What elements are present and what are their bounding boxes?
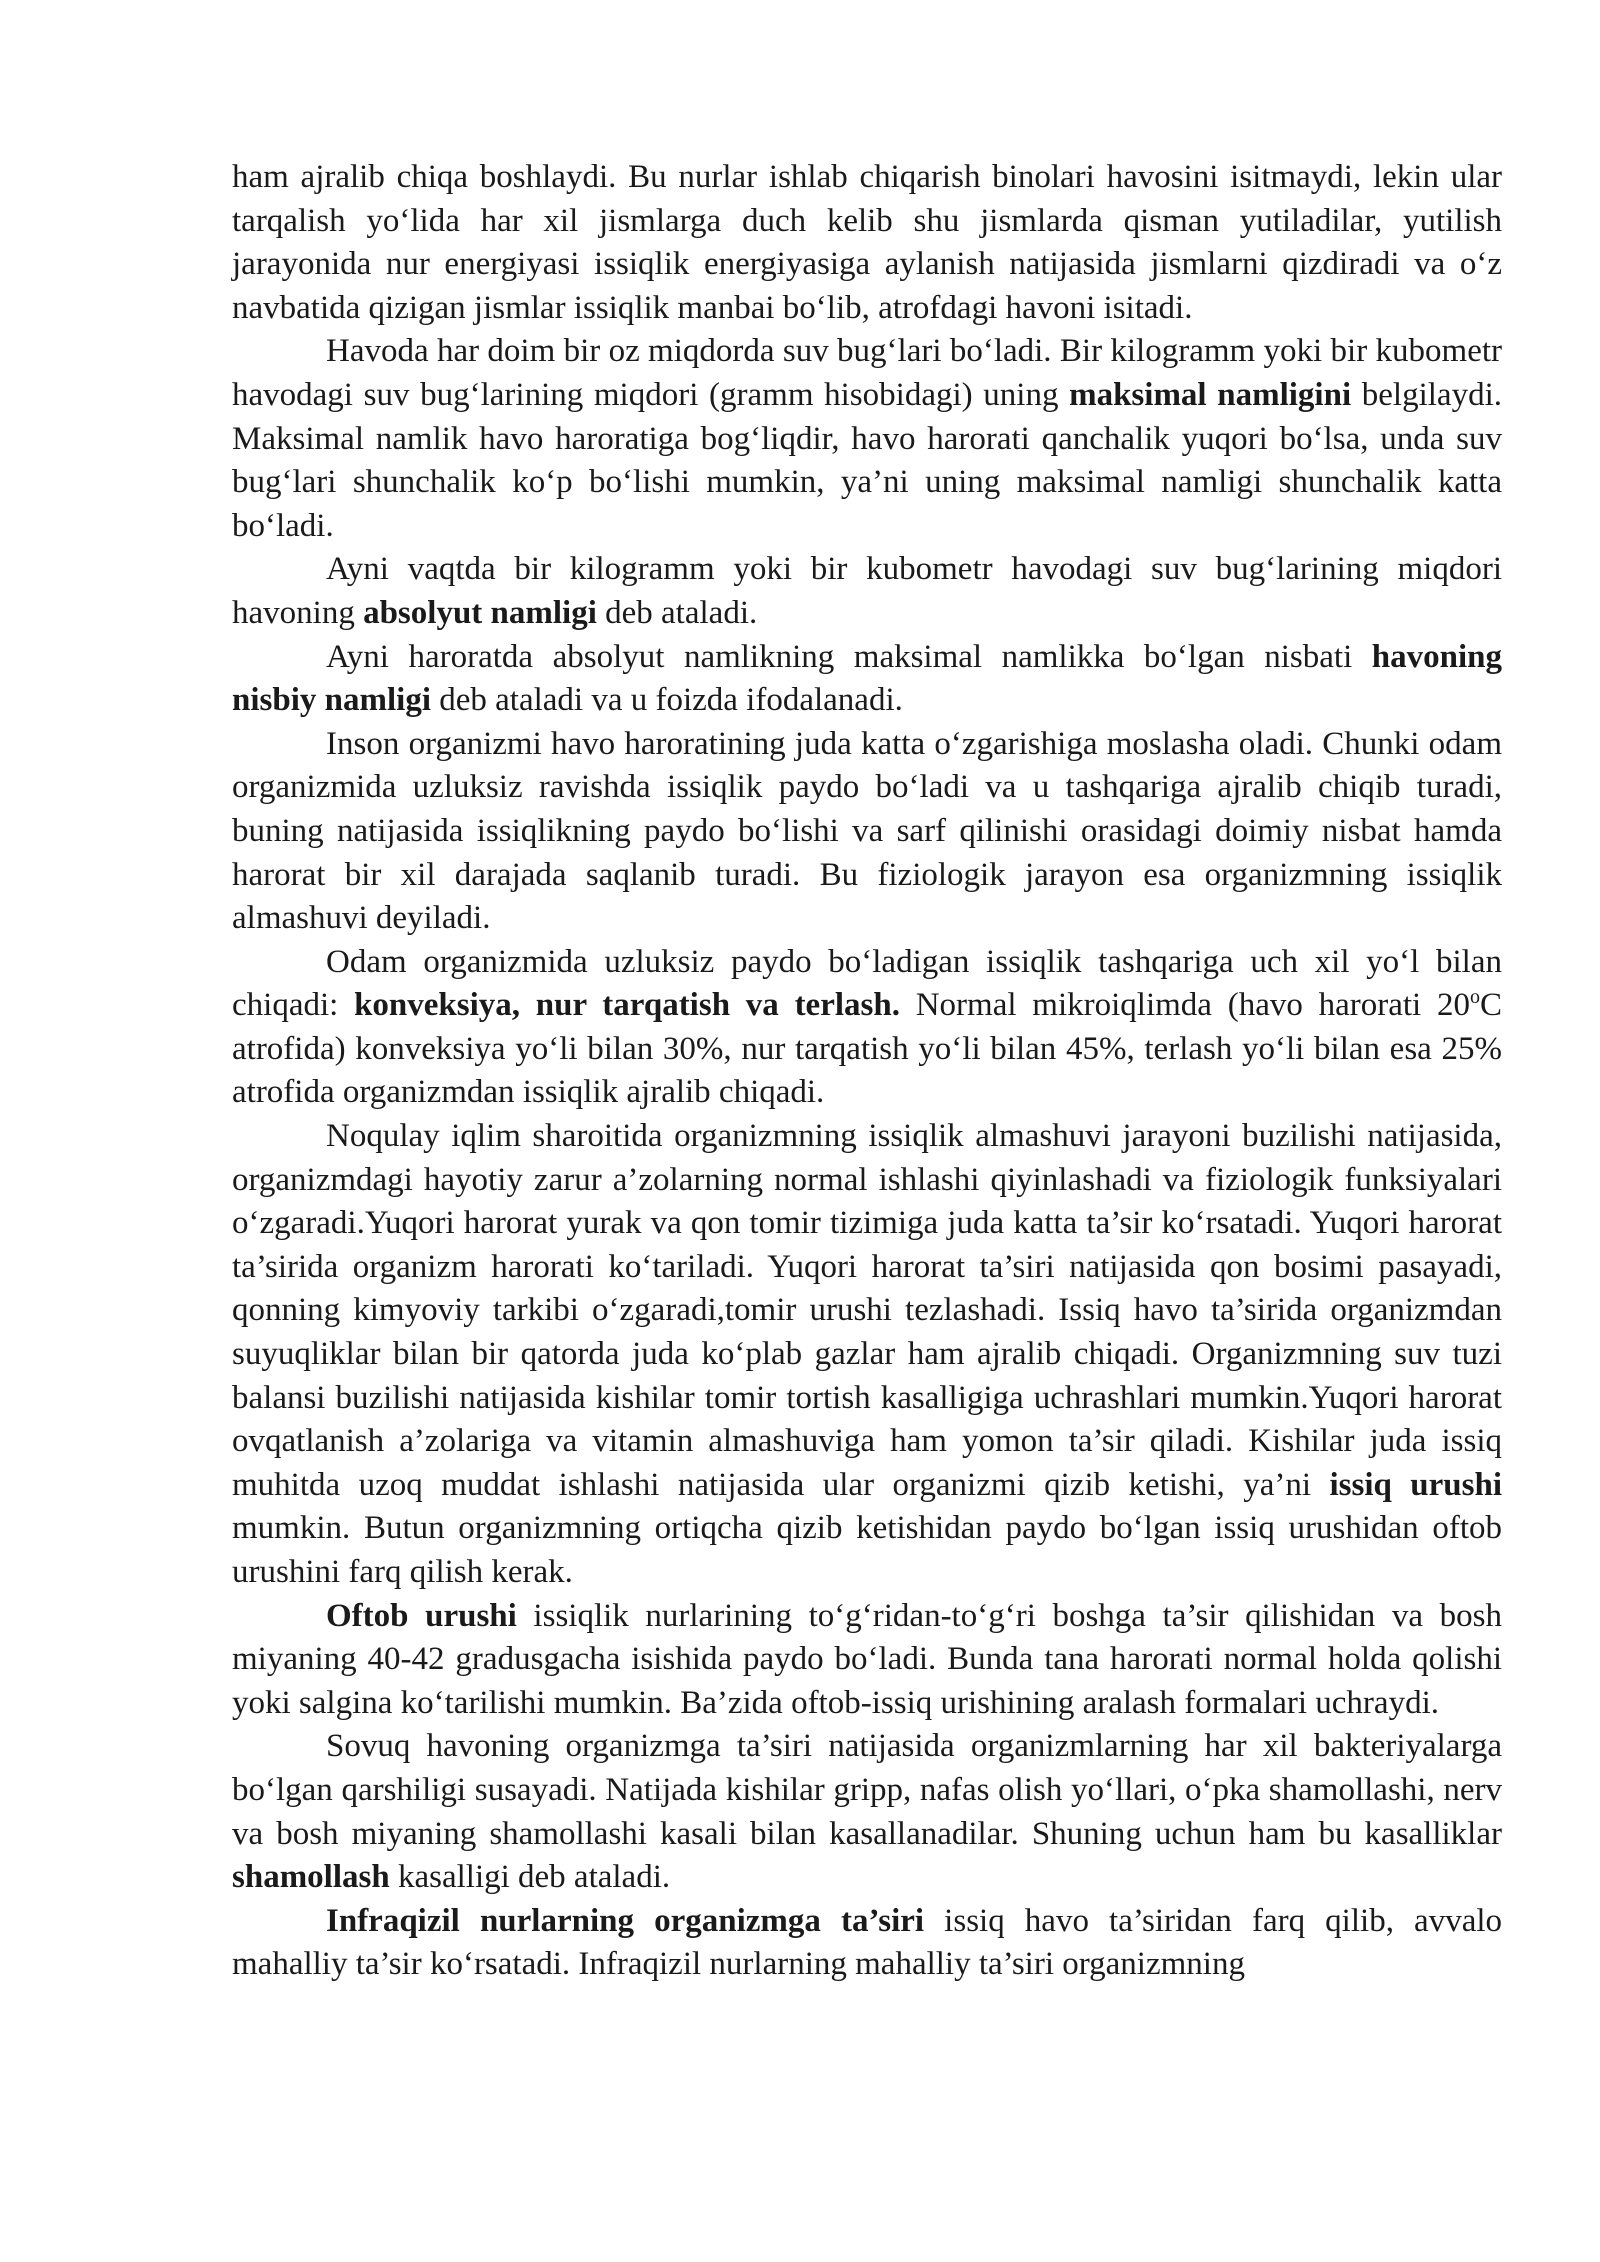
paragraph-9: Sovuq havoning organizmga ta’siri natijasida organizmlarning har xil bakteriyalarga bo‘lgan qarshiligi susayadi. Natijada kishilar gripp, nafas olish yo‘llari, o‘pka shamollashi, nerv va bosh miyaning shamollashi kasali bilan kasallanadilar. Shuning uchun ham bu kasalliklar shamollash kasalligi deb ataladi.	[232, 1728, 1502, 1896]
document-body	[232, 156, 1502, 1987]
paragraph-1: ham ajralib chiqa boshlaydi. Bu nurlar ishlab chiqarish binolari havosini isitmaydi, lekin ular tarqalish yo‘lida har xil jismlarga duch kelib shu jismlarda qisman yutiladilar, yutilish jarayonida nur energiyasi issiqlik energiyasiga aylanish natijasida jismlarni qizdiradi va o‘z navbatida qizigan jismlar issiqlik manbai bo‘lib, atrofdagi havoni isitadi.	[232, 159, 1502, 326]
paragraph-5: Inson organizmi havo haroratining juda katta o‘zgarishiga moslasha oladi. Chunki odam organizmida uzluksiz ravishda issiqlik paydo bo‘ladi va u tashqariga ajralib chiqib turadi, buning natijasida issiqlikning paydo bo‘lishi va sarf qilinishi orasidagi doimiy nisbat hamda harorat bir xil darajada saqlanib turadi. Bu fiziologik jarayon esa organizmning issiqlik almashuvi deyiladi.	[232, 725, 1502, 937]
term-shamollash: shamollash	[232, 1859, 390, 1896]
paragraph-7: Noqulay iqlim sharoitida organizmning issiqlik almashuvi jarayoni buzilishi natijasida, organizmdagi hayotiy zarur a’zolarning normal ishlashi qiyinlashadi va fiziologik funksiyalari o‘zgaradi.Yuqori harorat yurak va qon tomir tizimiga juda katta ta’sir ko‘rsatadi. Yuqori harorat ta’sirida organizm harorati ko‘tariladi. Yuqori harorat ta’siri natijasida qon bosimi pasayadi, qonning kimyoviy tarkibi o‘zgaradi,tomir urushi tezlashadi. Issiq havo ta’sirida organizmdan suyuqliklar bilan bir qatorda juda ko‘plab gazlar ham ajralib chiqadi. Organizmning suv tuzi balansi buzilishi natijasida kishilar tomir tortish kasalligiga uchrashlari mumkin.Yuqori harorat ovqatlanish a’zolariga va vitamin almashuviga ham yomon ta’sir qiladi. Kishilar juda issiq muhitda uzoq muddat ishlashi natijasida ular organizmi qizib ketishi, ya’ni issiq urushi mumkin. Butun organizmning ortiqcha qizib ketishidan paydo bo‘lgan issiq urushidan oftob urushini farq qilish kerak.	[232, 1118, 1502, 1590]
paragraph-4: Ayni haroratda absolyut namlikning maksimal namlikka bo‘lgan nisbati havoning nisbiy namligi deb ataladi va u foizda ifodalanadi.	[232, 638, 1502, 719]
term-issiqlik-yollari: konveksiya, nur tarqatish va terlash.	[354, 987, 900, 1024]
term-maksimal-namlik: maksimal namligini	[1069, 376, 1352, 413]
degree-superscript: o	[1469, 986, 1480, 1009]
term-oftob-urushi: Oftob urushi	[326, 1597, 517, 1634]
paragraph-2: Havoda har doim bir oz miqdorda suv bug‘lari bo‘ladi. Bir kilogramm yoki bir kubometr havodagi suv bug‘larining miqdori (gramm hisobidagi) uning maksimal namligini belgilaydi. Maksimal namlik havo haroratiga bog‘liqdir, havo harorati qanchalik yuqori bo‘lsa, unda suv bug‘lari shunchalik ko‘p bo‘lishi mumkin, ya’ni uning maksimal namligi shunchalik katta bo‘ladi.	[232, 333, 1502, 544]
paragraph-3: Ayni vaqtda bir kilogramm yoki bir kubometr havodagi suv bug‘larining miqdori havoning absolyut namligi deb ataladi.	[232, 551, 1502, 631]
paragraph-6: Odam organizmida uzluksiz paydo bo‘ladigan issiqlik tashqariga uch xil yo‘l bilan chiqadi: konveksiya, nur tarqatish va terlash. Normal mikroiqlimda (havo harorati 20$^o$C atrofida) konveksiya yo‘li bilan 30%, nur tarqatish yo‘li bilan 45%, terlash yo‘li bilan esa 25% atrofida organizmdan issiqlik ajralib chiqadi.	[232, 943, 1502, 1111]
paragraph-8: Oftob urushi issiqlik nurlarining to‘g‘ridan-to‘g‘ri boshga ta’sir qilishidan va bosh miyaning 40-42 gradusgacha isishida paydo bo‘ladi. Bunda tana harorati normal holda qolishi yoki salgina ko‘tarilishi mumkin. Ba’zida oftob-issiq urishining aralash formalari uchraydi.	[232, 1597, 1502, 1721]
term-nisbiy-namlik: havoning nisbiy namligi	[232, 638, 1502, 719]
paragraph-10: Infraqizil nurlarning organizmga ta’siri issiq havo ta’siridan farq qilib, avvalo mahalliy ta’sir ko‘rsatadi. Infraqizil nurlarning mahalliy ta’siri organizmning	[232, 1902, 1503, 1983]
term-absolyut-namlik: absolyut namligi	[363, 594, 597, 631]
term-issiq-urushi: issiq urushi	[1329, 1466, 1502, 1503]
term-infraqizil-nurlar: Infraqizil nurlarning organizmga ta’siri	[326, 1902, 925, 1939]
